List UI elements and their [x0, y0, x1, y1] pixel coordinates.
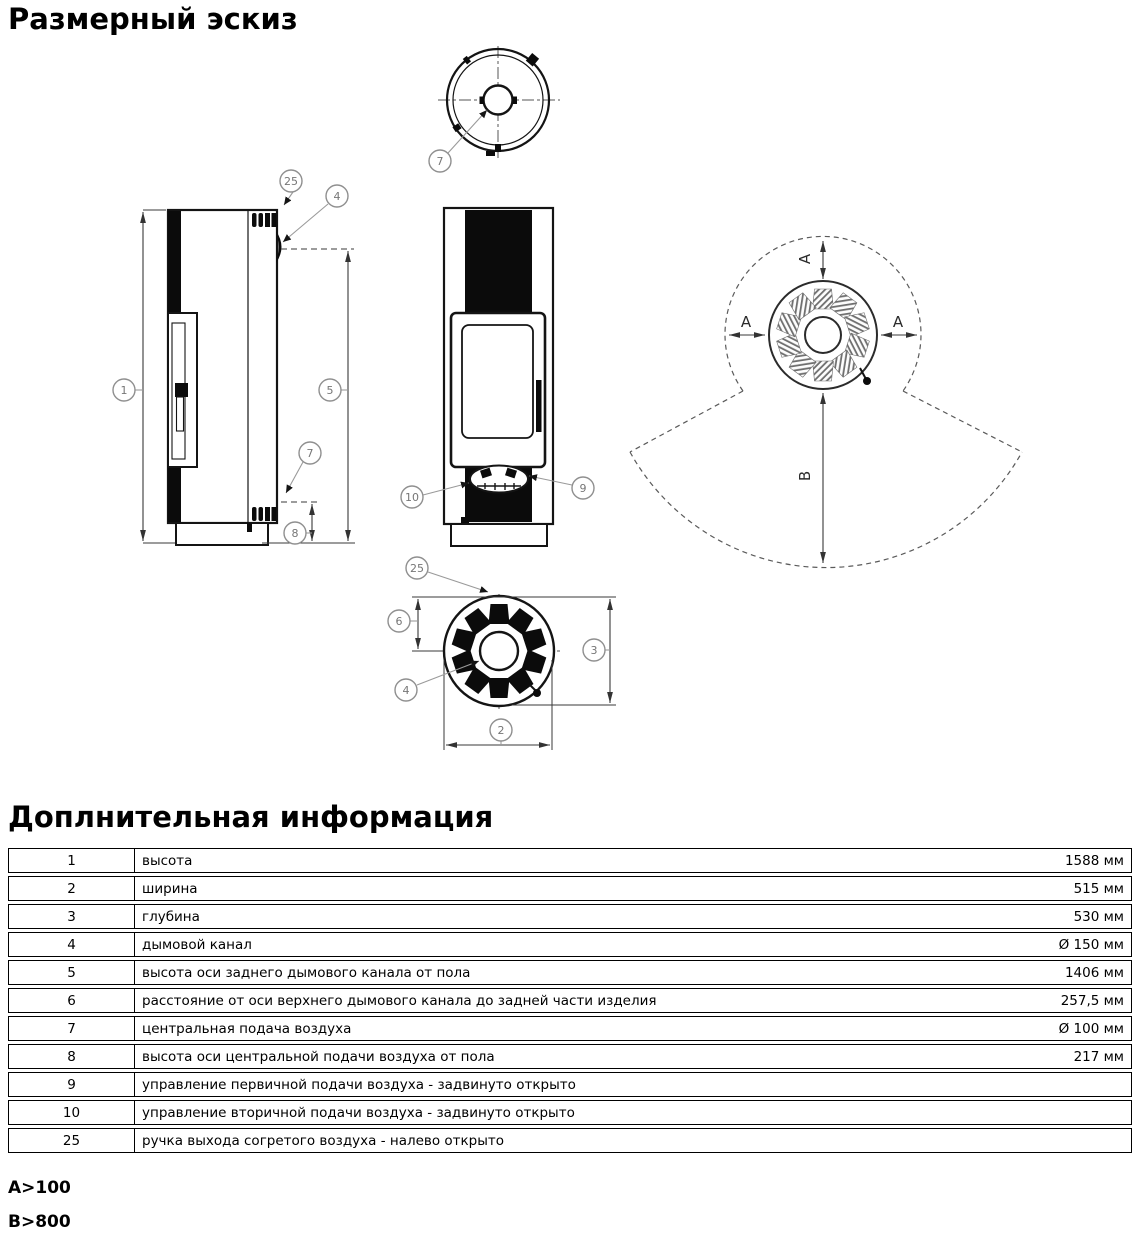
- table-row: [8, 988, 1132, 1013]
- svg-text:2: 2: [497, 724, 505, 737]
- svg-text:5: 5: [326, 384, 334, 397]
- plan-view: [388, 557, 616, 750]
- row-value: Ø 150 мм: [1058, 936, 1124, 953]
- row-description: ручка выхода согретого воздуха - налево открыто: [142, 1132, 505, 1149]
- svg-text:4: 4: [402, 684, 410, 697]
- note-a: A>100: [8, 1178, 71, 1198]
- svg-text:9: 9: [579, 482, 587, 495]
- table-row: [8, 1128, 1132, 1153]
- page-title: Размерный эскиз: [8, 2, 298, 36]
- table-row: [8, 932, 1132, 957]
- table-row: [8, 1072, 1132, 1097]
- row-value: Ø 100 мм: [1058, 1020, 1124, 1037]
- svg-text:10: 10: [405, 491, 419, 504]
- row-number: 9: [8, 1072, 135, 1097]
- row-content: [135, 932, 1132, 957]
- row-number: 5: [8, 960, 135, 985]
- spec-table: [8, 845, 1132, 1156]
- balloon-3: [583, 639, 605, 661]
- clearance-arc-bottom: [630, 452, 1022, 568]
- balloon-9: [572, 477, 594, 499]
- svg-text:7: 7: [436, 155, 444, 168]
- row-number: 2: [8, 876, 135, 901]
- clearance-line-right: [903, 391, 1022, 452]
- base-tick: [247, 523, 252, 532]
- clearance-diagram: [630, 236, 1022, 567]
- svg-text:8: 8: [291, 527, 299, 540]
- section-title: Доплнительная информация: [8, 800, 494, 834]
- row-content: [135, 1044, 1132, 1069]
- door-handle: [175, 383, 188, 397]
- row-content: [135, 988, 1132, 1013]
- table-row: [8, 1016, 1132, 1041]
- clearance-notes: [8, 1178, 71, 1246]
- svg-text:4: 4: [333, 190, 341, 203]
- table-row: [8, 1044, 1132, 1069]
- front-view: [401, 208, 594, 546]
- balloon-4: [326, 185, 348, 207]
- row-value: 530 мм: [1073, 908, 1124, 925]
- row-number: 25: [8, 1128, 135, 1153]
- row-content: [135, 960, 1132, 985]
- row-content: [135, 876, 1132, 901]
- leader-4: [283, 204, 328, 242]
- row-description: высота оси центральной подачи воздуха от пола: [142, 1048, 495, 1065]
- air-control: [470, 466, 528, 493]
- svg-text:25: 25: [284, 175, 298, 188]
- leader-25: [284, 192, 293, 205]
- row-content: [135, 1072, 1132, 1097]
- row-number: 10: [8, 1100, 135, 1125]
- door-handle-bar: [177, 397, 184, 431]
- leader-7: [448, 110, 487, 153]
- row-value: 515 мм: [1073, 880, 1124, 897]
- balloon-6: [388, 610, 410, 632]
- balloon-5: [319, 379, 341, 401]
- base-nub: [461, 517, 469, 524]
- top-view: [429, 46, 560, 172]
- svg-text:6: 6: [395, 615, 403, 628]
- row-value: 1406 мм: [1064, 964, 1124, 981]
- label-A-right: A: [892, 313, 904, 331]
- row-value: 217 мм: [1073, 1048, 1124, 1065]
- balloon-8: [284, 522, 306, 544]
- svg-text:25: 25: [410, 562, 424, 575]
- row-description: высота оси заднего дымового канала от пола: [142, 964, 471, 981]
- row-number: 7: [8, 1016, 135, 1041]
- balloon-10: [401, 486, 423, 508]
- row-description: управление вторичной подачи воздуха - задвинуто открыто: [142, 1104, 575, 1121]
- row-content: [135, 1128, 1132, 1153]
- balloon-7: [429, 150, 451, 172]
- table-row: [8, 960, 1132, 985]
- table-row: [8, 904, 1132, 929]
- row-description: управление первичной подачи воздуха - задвинуто открыто: [142, 1076, 576, 1093]
- row-number: 8: [8, 1044, 135, 1069]
- row-number: 4: [8, 932, 135, 957]
- table-row: [8, 876, 1132, 901]
- label-A-left: A: [740, 313, 752, 331]
- door-handle: [536, 380, 542, 432]
- door-side: [168, 313, 197, 467]
- front-panel-lower: [168, 464, 181, 522]
- row-number: 1: [8, 848, 135, 873]
- note-b: B>800: [8, 1212, 71, 1232]
- row-description: ширина: [142, 880, 198, 897]
- label-A-top: A: [796, 253, 814, 265]
- svg-text:3: 3: [590, 644, 598, 657]
- damper-pin: [863, 377, 871, 385]
- handle-pin: [533, 689, 541, 697]
- table-row: [8, 1100, 1132, 1125]
- balloon-7: [299, 442, 321, 464]
- row-content: [135, 1016, 1132, 1041]
- door-window: [462, 325, 533, 438]
- side-view: [113, 170, 355, 545]
- balloon-1: [113, 379, 135, 401]
- row-content: [135, 904, 1132, 929]
- row-number: 3: [8, 904, 135, 929]
- front-panel-upper: [168, 211, 181, 315]
- flue-hole: [484, 86, 513, 115]
- row-description: высота: [142, 852, 193, 869]
- flue-hole: [480, 632, 518, 670]
- svg-text:7: 7: [306, 447, 314, 460]
- balloon-25: [406, 557, 428, 579]
- row-description: центральная подача воздуха: [142, 1020, 352, 1037]
- leader-25: [428, 572, 488, 592]
- row-description: расстояние от оси верхнего дымового канала до задней части изделия: [142, 992, 657, 1009]
- row-value: 257,5 мм: [1060, 992, 1124, 1009]
- svg-text:1: 1: [120, 384, 128, 397]
- label-B: B: [796, 470, 814, 482]
- row-description: глубина: [142, 908, 200, 925]
- base-front: [451, 524, 547, 546]
- leader-7: [286, 462, 303, 493]
- balloon-25: [280, 170, 302, 192]
- row-content: [135, 848, 1132, 873]
- balloon-4: [395, 679, 417, 701]
- row-value: 1588 мм: [1064, 852, 1124, 869]
- clearance-line-left: [630, 391, 743, 452]
- flue-hole: [805, 317, 841, 353]
- base-side: [176, 523, 268, 545]
- row-description: дымовой канал: [142, 936, 252, 953]
- table-row: [8, 848, 1132, 873]
- balloon-2: [490, 719, 512, 741]
- row-content: [135, 1100, 1132, 1125]
- row-number: 6: [8, 988, 135, 1013]
